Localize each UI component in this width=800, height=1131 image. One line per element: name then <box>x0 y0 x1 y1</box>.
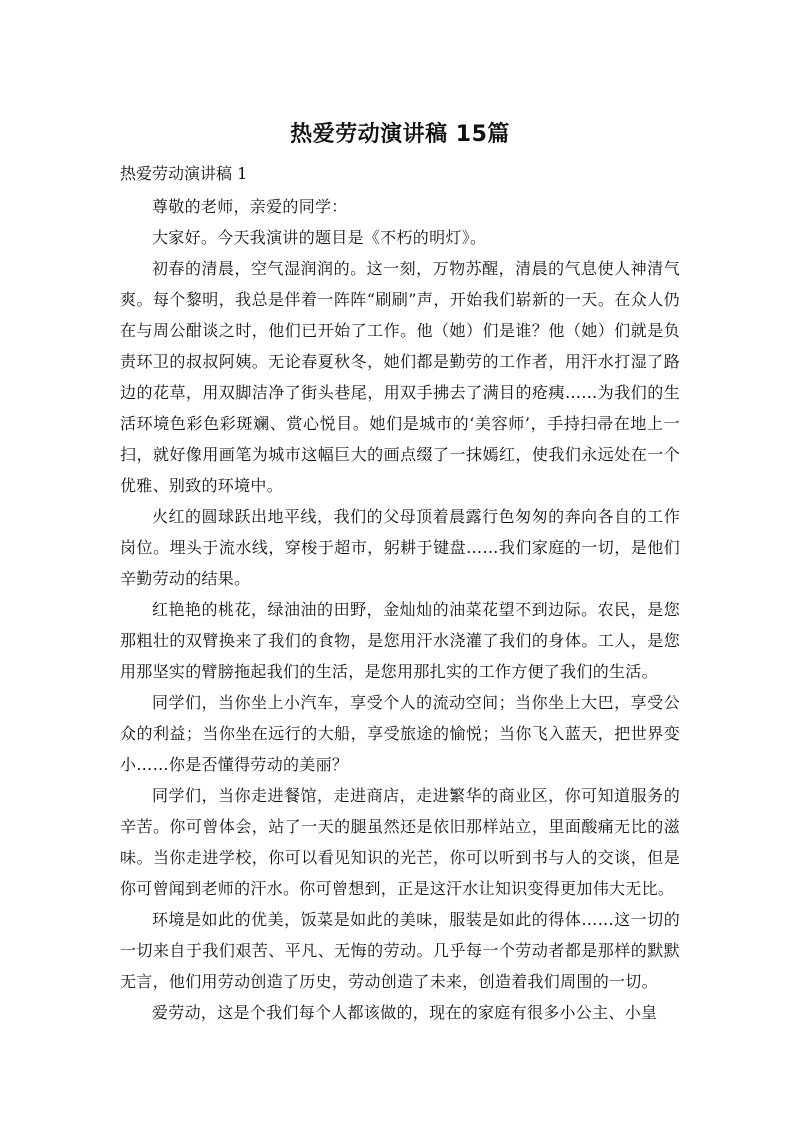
paragraph: 红艳艳的桃花，绿油油的田野，金灿灿的油菜花望不到边际。农民，是您那粗壮的双臂换来了我们的食物，是您用汗水浇灌了我们的身体。工人，是您用那坚实的臂膀拖起我们的生活，是您用那扎实的工作方便了我们的生活。 <box>120 600 680 681</box>
paragraph: 同学们，当你走进餐馆，走进商店，走进繁华的商业区，你可知道服务的辛苦。你可曾体会，站了一天的腿虽然还是依旧那样站立，里面酸痛无比的滋味。当你走进学校，你可以看见知识的光芒，你可以听到书与人的交谈，但是你可曾闻到老师的汗水。你可曾想到，正是这汗水让知识变得更加伟大无比。 <box>120 786 680 898</box>
document-title: 热爱劳动演讲稿 15篇 <box>290 122 510 147</box>
document-body <box>120 191 680 1028</box>
paragraph-truncated: 爱劳动，这是个我们每个人都该做的，现在的家庭有很多小公主、小皇 <box>152 1003 658 1022</box>
paragraph-greeting: 大家好。今天我演讲的题目是《不朽的明灯》。 <box>152 228 487 247</box>
paragraph: 同学们，当你坐上小汽车，享受个人的流动空间；当你坐上大巴，享受公众的利益；当你坐在远行的大船，享受旅途的愉悦；当你飞入蓝天，把世界变小……你是否懂得劳动的美丽？ <box>120 693 680 774</box>
paragraph: 火红的圆球跃出地平线，我们的父母顶着晨露行色匆匆的奔向各自的工作岗位。埋头于流水线，穿梭于超市，躬耕于键盘……我们家庭的一切，是他们辛勤劳动的结果。 <box>120 507 680 588</box>
paragraph: 初春的清晨，空气湿润润的。这一刻，万物苏醒，清晨的气息使人神清气爽。每个黎明，我总是伴着一阵阵“刷刷”声，开始我们崭新的一天。在众人仍在与周公酣谈之时，他们已开始了工作。他（她）们是谁？他（她）们就是负责环卫的叔叔阿姨。无论春夏秋冬，她们都是勤劳的工作者，用汗水打湿了路边的花草，用双脚洁净了街头巷尾，用双手拂去了满目的疮痍……为我们的生活环境色彩色彩斑斓、赏心悦目。她们是城市的‘美容师’，手持扫帚在地上一扫，就好像用画笔为城市这幅巨大的画点缀了一抹嫣红，使我们永远处在一个优雅、别致的环境中。 <box>120 259 680 495</box>
paragraph: 环境是如此的优美，饭菜是如此的美味，服装是如此的得体……这一切的一切来自于我们艰苦、平凡、无悔的劳动。几乎每一个劳动者都是那样的默默无言，他们用劳动创造了历史，劳动创造了未来，创造着我们周围的一切。 <box>120 910 680 991</box>
section-heading: 热爱劳动演讲稿 1 <box>120 164 248 183</box>
paragraph-salutation: 尊敬的老师，亲爱的同学： <box>152 197 348 216</box>
